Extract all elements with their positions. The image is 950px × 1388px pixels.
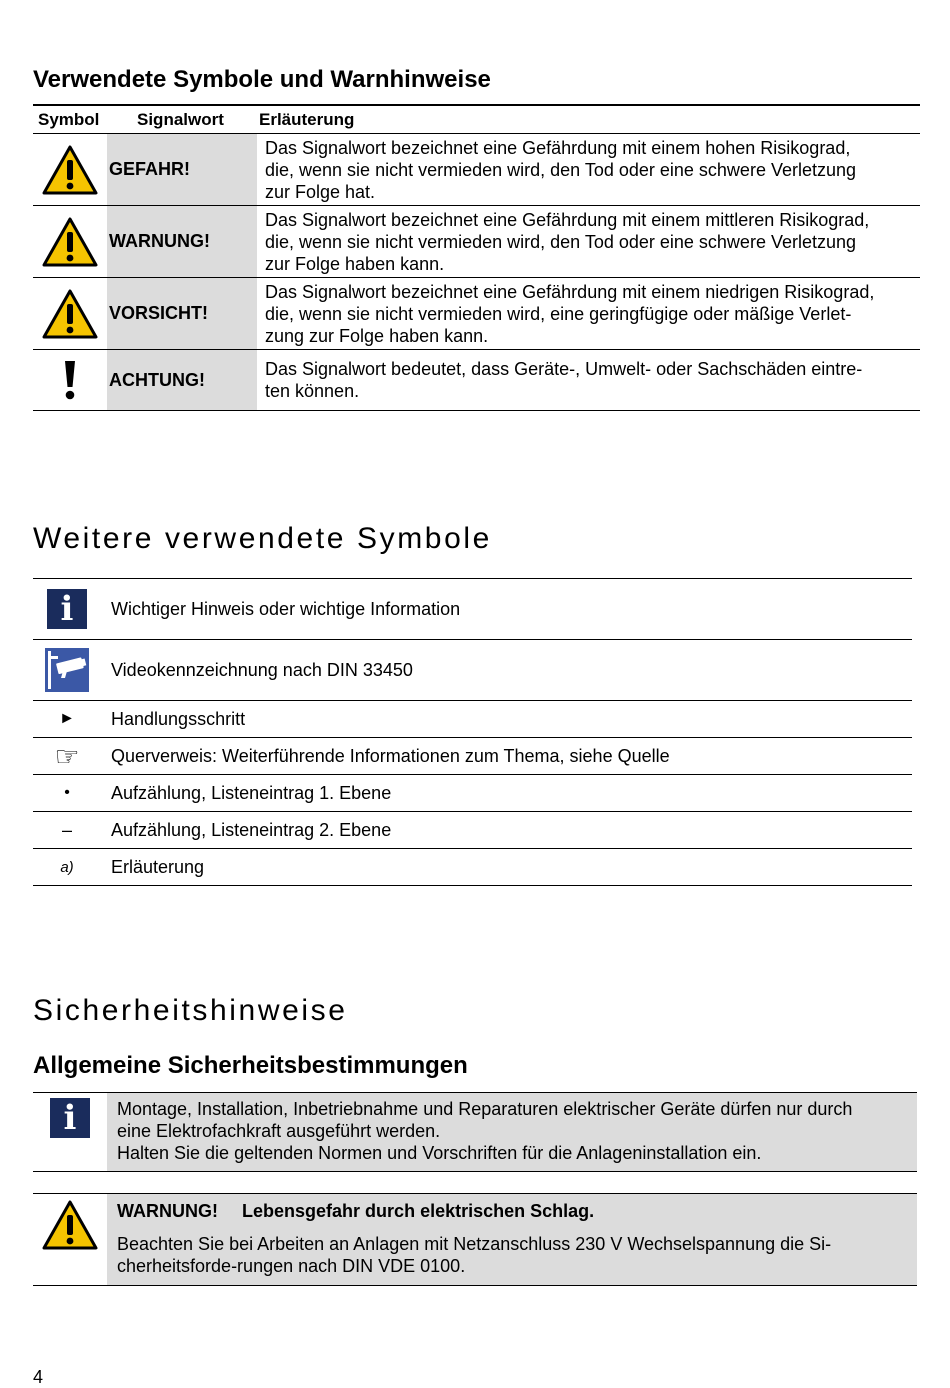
list-item-text: Videokennzeichnung nach DIN 33450 bbox=[111, 659, 413, 680]
signal-word: ACHTUNG! bbox=[107, 350, 257, 410]
subsection-title-general-safety: Allgemeine Sicherheitsbestimmungen bbox=[33, 1052, 468, 1079]
header-explanation: Erläuterung bbox=[259, 110, 355, 129]
list-item bbox=[33, 849, 912, 886]
list-item bbox=[33, 812, 912, 849]
list-item bbox=[33, 701, 912, 738]
list-item-text: Aufzählung, Listeneintrag 2. Ebene bbox=[111, 819, 392, 840]
signal-word-table bbox=[33, 104, 920, 411]
list-item-text: Handlungsschritt bbox=[111, 708, 246, 729]
section-title-further-symbols: Weitere verwendete Symbole bbox=[33, 522, 492, 555]
list-item-text: Erläuterung bbox=[111, 856, 205, 877]
warning-triangle-icon bbox=[33, 1199, 107, 1251]
section-title-symbols-warnings: Verwendete Symbole und Warnhinweise bbox=[33, 66, 491, 93]
warning-heading: Lebensgefahr durch elektrischen Schlag. bbox=[242, 1201, 595, 1221]
page-number: 4 bbox=[33, 1367, 44, 1387]
list-item bbox=[33, 640, 912, 701]
list-item-text: Querverweis: Weiterführende Informationen zum Thema, siehe Quelle bbox=[111, 745, 670, 766]
signal-word: GEFAHR! bbox=[107, 134, 257, 205]
signal-description: Das Signalwort bezeichnet eine Gefährdung mit einem hohen Risikograd, die, wenn sie nicht vermieden wird, den Tod oder eine schwere Verletzung zur Folge hat. bbox=[265, 138, 857, 202]
table-row bbox=[33, 206, 920, 278]
table-row bbox=[33, 134, 920, 206]
signal-word: WARNUNG! bbox=[107, 206, 257, 277]
list-item bbox=[33, 579, 912, 640]
info-note bbox=[33, 1092, 917, 1172]
letter-marker-icon: a) bbox=[60, 858, 74, 876]
signal-word: VORSICHT! bbox=[107, 278, 257, 349]
list-item bbox=[33, 775, 912, 812]
arrow-right-icon: ► bbox=[59, 710, 75, 727]
info-icon: i bbox=[50, 1098, 90, 1138]
video-camera-icon bbox=[33, 640, 101, 700]
table-row bbox=[33, 350, 920, 411]
bullet-icon: • bbox=[64, 784, 70, 801]
list-item-text: Wichtiger Hinweis oder wichtige Information bbox=[111, 598, 461, 619]
signal-description: Das Signalwort bezeichnet eine Gefährdung mit einem niedrigen Risikograd, die, wenn sie nicht vermieden wird, eine geringfügige oder mäßige Verlet- zung zur Folge haben kann. bbox=[265, 282, 875, 346]
list-item-text: Aufzählung, Listeneintrag 1. Ebene bbox=[111, 782, 392, 803]
info-note-text: Montage, Installation, Inbetriebnahme und Reparaturen elektrischer Geräte dürfen nur durch eine Elektrofachkraft ausgeführt werden. Halten Sie die geltenden Normen und Vorschriften für die Anlageninstallation ein. bbox=[107, 1093, 917, 1171]
warning-label: WARNUNG! bbox=[117, 1201, 218, 1221]
warning-triangle-icon bbox=[33, 134, 107, 205]
header-signalword: Signalwort bbox=[137, 110, 224, 129]
section-title-safety: Sicherheitshinweise bbox=[33, 994, 348, 1027]
warning-note bbox=[33, 1193, 917, 1286]
header-symbol: Symbol bbox=[38, 110, 100, 129]
pointing-hand-icon: ☞ bbox=[54, 739, 80, 773]
list-item bbox=[33, 738, 912, 775]
signal-description: Das Signalwort bezeichnet eine Gefährdung mit einem mittleren Risikograd, die, wenn sie nicht vermieden wird, den Tod oder eine schwere Verletzung zur Folge haben kann. bbox=[265, 210, 870, 274]
warning-triangle-icon bbox=[33, 278, 107, 349]
exclamation-icon bbox=[33, 350, 107, 410]
warning-note-text: WARNUNG! Lebensgefahr durch elektrischen Schlag. Beachten Sie bei Arbeiten an Anlagen mit Netzanschluss 230 V Wechselspannung die Si- cherheitsforde-rungen nach DIN VDE 0100. bbox=[107, 1194, 917, 1285]
signal-description: Das Signalwort bedeutet, dass Geräte-, Umwelt- oder Sachschäden eintre- ten können. bbox=[265, 359, 863, 401]
dash-icon: – bbox=[61, 819, 72, 840]
warning-triangle-icon bbox=[33, 206, 107, 277]
symbol-list bbox=[33, 578, 912, 886]
table-row bbox=[33, 278, 920, 350]
info-icon: i bbox=[47, 589, 87, 629]
table-header-row bbox=[33, 104, 920, 134]
